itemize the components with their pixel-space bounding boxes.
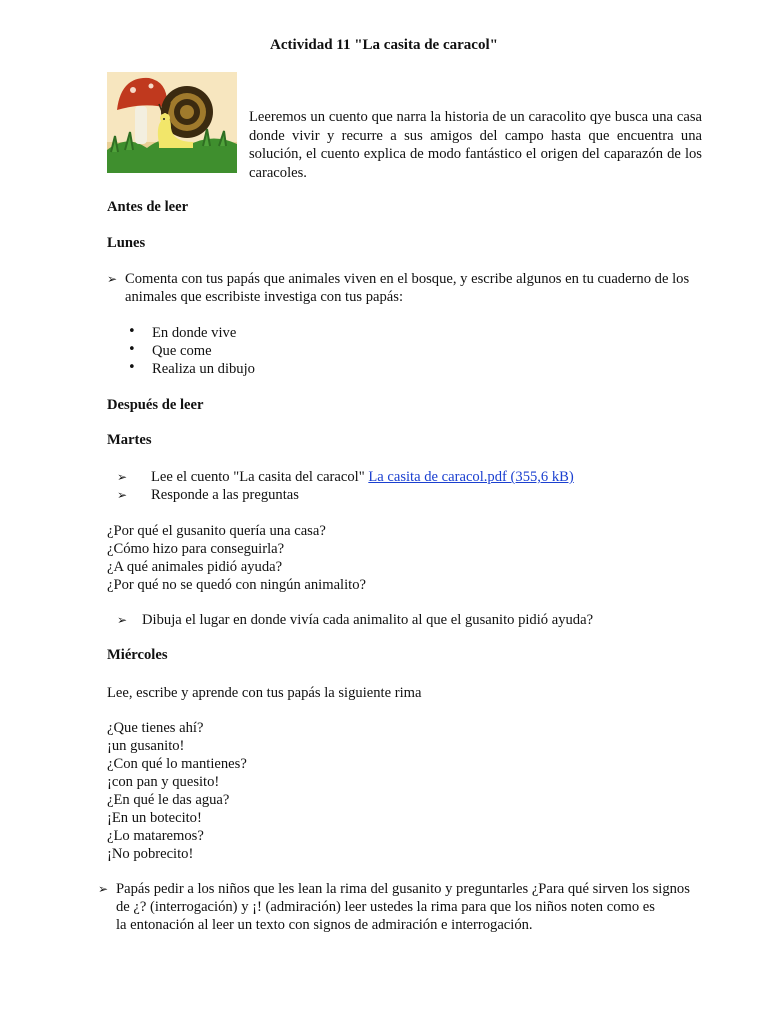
list-item: En donde vive xyxy=(152,325,237,341)
rhyme-line: ¿Que tienes ahí? xyxy=(107,720,204,736)
rhyme-line: ¡En un botecito! xyxy=(107,810,202,826)
question: ¿Por qué no se quedó con ningún animalito? xyxy=(107,577,366,593)
rhyme-line: ¡un gusanito! xyxy=(107,738,185,754)
question: ¿Por qué el gusanito quería una casa? xyxy=(107,523,326,539)
list-item: Que come xyxy=(152,343,212,359)
lunes-task-continuation: animales que escribiste investiga con tus papás: xyxy=(125,289,404,305)
question: ¿Cómo hizo para conseguirla? xyxy=(107,541,285,557)
arrow-bullet-icon: ➢ xyxy=(117,470,128,484)
heading-lunes: Lunes xyxy=(107,235,146,251)
final-instruction-continuation: de ¿? (interrogación) y ¡! (admiración) leer ustedes la rima para que los niños noten como es xyxy=(116,899,655,915)
arrow-bullet-icon: ➢ xyxy=(117,488,128,502)
heading-despues: Después de leer xyxy=(107,397,204,413)
arrow-bullet-icon: ➢ xyxy=(107,272,118,286)
pdf-download-link[interactable]: La casita de caracol.pdf (355,6 kB) xyxy=(368,469,574,485)
martes-task-answer: ➢ Responde a las preguntas xyxy=(117,487,299,503)
rhyme-line: ¿Con qué lo mantienes? xyxy=(107,756,247,772)
question: ¿A qué animales pidió ayuda? xyxy=(107,559,283,575)
arrow-bullet-icon: ➢ xyxy=(98,882,109,896)
rhyme-line: ¿Lo mataremos? xyxy=(107,828,204,844)
martes-task-draw: ➢ Dibuja el lugar en donde vivía cada animalito al que el gusanito pidió ayuda? xyxy=(117,612,594,628)
bullet-icon: • xyxy=(128,324,136,339)
rhyme-line: ¡No pobrecito! xyxy=(107,846,194,862)
page-title: Actividad 11 "La casita de caracol" xyxy=(270,37,498,53)
rhyme-line: ¿En qué le das agua? xyxy=(107,792,230,808)
final-instruction-end: la entonación al leer un texto con signos de admiración e interrogación. xyxy=(116,917,533,933)
heading-martes: Martes xyxy=(107,432,152,448)
bullet-icon: • xyxy=(128,342,136,357)
intro-paragraph: Leeremos un cuento que narra la historia de un caracolito qye busca una casa donde vivir y recurre a sus amigos del campo hasta que encuentra una solución, el cuento explica de modo fantástico el origen del caparazón de los caracoles. xyxy=(249,109,702,181)
lunes-task: ➢ Comenta con tus papás que animales viven en el bosque, y escribe algunos en tu cuaderno de los xyxy=(107,271,690,287)
final-instruction: ➢ Papás pedir a los niños que les lean la rima del gusanito y preguntarles ¿Para qué sirven los signos xyxy=(98,881,690,897)
miercoles-intro: Lee, escribe y aprende con tus papás la siguiente rima xyxy=(107,685,422,701)
heading-antes: Antes de leer xyxy=(107,199,189,215)
snail-mushroom-illustration xyxy=(107,72,237,173)
martes-task-read: ➢ Lee el cuento "La casita del caracol" La casita de caracol.pdf (355,6 kB) xyxy=(117,469,574,485)
bullet-icon: • xyxy=(128,360,136,375)
heading-miercoles: Miércoles xyxy=(107,647,168,663)
arrow-bullet-icon: ➢ xyxy=(117,613,128,627)
list-item: Realiza un dibujo xyxy=(152,361,255,377)
rhyme-line: ¡con pan y quesito! xyxy=(107,774,220,790)
